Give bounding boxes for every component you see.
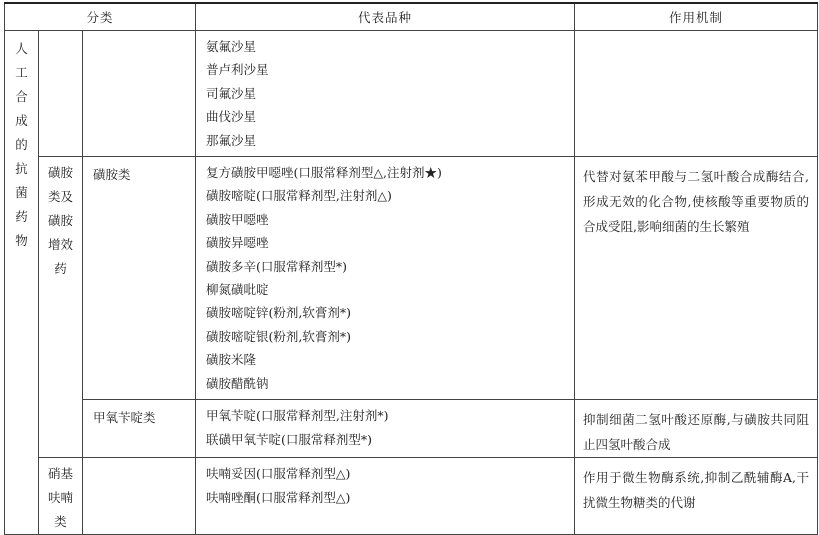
header-drugs: 代表品种: [196, 3, 575, 31]
drug-item: 普卢利沙星: [206, 62, 269, 78]
quinolone-cat3-cell: [83, 31, 196, 157]
tmp-cat3-cell: 甲氧苄啶类: [83, 400, 196, 458]
main-category-cell: [5, 31, 39, 535]
sulfa-cat3-cell: 磺胺类: [83, 157, 196, 400]
drug-item: 联磺甲氧苄啶(口服常释剂型*): [206, 431, 373, 447]
drug-item: 那氟沙星: [206, 132, 257, 148]
nitrofuran-cat3-cell: [83, 458, 196, 535]
drug-classification-table: [4, 2, 818, 535]
drug-item: 复方磺胺甲噁唑(口服常释剂型△,注射剂★): [206, 165, 442, 181]
table-row: [5, 400, 818, 458]
nitrofuran-cat2-label: 硝基呋喃类: [47, 466, 73, 530]
sulfa-mechanism: 代替对氨苯甲酸与二氢叶酸合成酶结合,形成无效的化合物,使核酸等重要物质的合成受阻,影响细菌的生长繁殖: [575, 157, 818, 400]
sulfa-cat2-label: 磺胺类及磺胺增效药: [47, 165, 73, 277]
tmp-drug-list: [196, 400, 575, 458]
drug-item: 磺胺米隆: [206, 352, 257, 368]
drug-item: 磺胺醋酰钠: [206, 375, 269, 391]
drug-item: 磺胺嘧啶银(粉剂,软膏剂*): [206, 328, 352, 344]
drug-item: 氨氟沙星: [206, 39, 257, 54]
quinolone-mechanism: [575, 31, 818, 157]
drug-item: 磺胺异噁唑: [206, 235, 269, 251]
nitrofuran-mechanism: 作用于微生物酶系统,抑制乙酰辅酶A,干扰微生物糖类的代谢: [575, 458, 818, 535]
quinolone-cat2-cell: [39, 31, 83, 157]
header-mechanism: 作用机制: [575, 3, 818, 31]
drug-item: 磺胺多辛(口服常释剂型*): [206, 258, 348, 274]
table-row: [5, 157, 818, 400]
table-row: [5, 31, 818, 157]
quinolone-drug-list: [196, 31, 575, 157]
sulfa-cat2-cell: [39, 157, 83, 458]
drug-item: 柳氮磺吡啶: [206, 282, 269, 298]
sulfa-drug-list: [196, 157, 575, 400]
drug-item: 磺胺嘧啶(口服常释剂型,注射剂△): [206, 188, 392, 204]
table-row: [5, 458, 818, 535]
nitrofuran-drug-list: [196, 458, 575, 535]
drug-item: 呋喃妥因(口服常释剂型△): [206, 466, 351, 482]
header-row: [5, 3, 818, 31]
drug-item: 磺胺甲噁唑: [206, 211, 269, 227]
drug-item: 呋喃唑酮(口服常释剂型△): [206, 489, 351, 505]
drug-item: 磺胺嘧啶锌(粉剂,软膏剂*): [206, 305, 352, 321]
drug-item: 甲氧苄啶(口服常释剂型,注射剂*): [206, 408, 389, 424]
header-category: 分类: [5, 3, 196, 31]
nitrofuran-cat2-cell: [39, 458, 83, 535]
main-category-label: 人工合成的抗菌药物: [15, 41, 28, 248]
drug-item: 曲伐沙星: [206, 109, 257, 125]
drug-item: 司氟沙星: [206, 85, 257, 101]
tmp-mechanism: 抑制细菌二氢叶酸还原酶,与磺胺共同阻止四氢叶酸合成: [575, 400, 818, 458]
